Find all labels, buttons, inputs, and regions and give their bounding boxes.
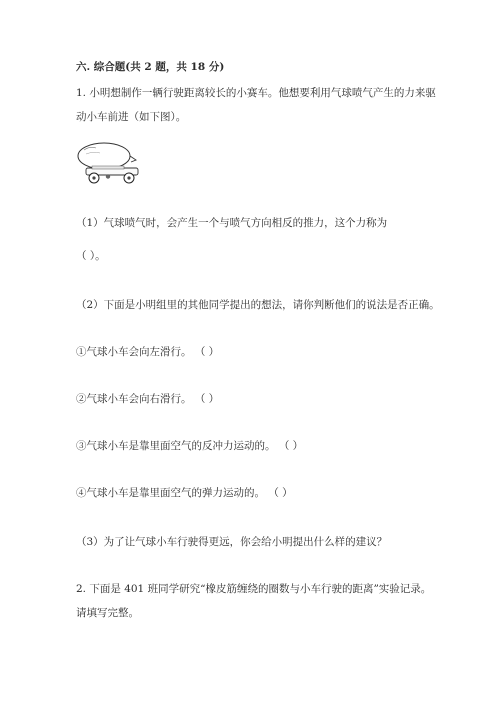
q2-line1: 2. 下面是 401 班同学研究“橡皮筋缠绕的圈数与小车行驶的距离”实验记录。 (76, 583, 432, 595)
balloon-car-icon (74, 136, 144, 190)
q1-part1-answer-blank: （ ）。 (76, 250, 106, 262)
q1-part1-line1: （1）气球喷气时，会产生一个与喷气方向相反的推力，这个力称为 (76, 217, 388, 229)
statement-2: ②气球小车会向右滑行。 （ ） (76, 393, 220, 405)
section-heading: 六. 综合题(共 2 题，共 18 分) (76, 61, 225, 73)
q1-stem-line2: 动小车前进（如下图）。 (76, 111, 187, 123)
q1-stem-line1: 1. 小明想制作一辆行驶距离较长的小赛车。他想要利用气球喷气产生的力来驱 (76, 87, 436, 99)
q2-line2: 请填写完整。 (76, 607, 139, 619)
statement-4: ④气球小车是靠里面空气的弹力运动的。 （ ） (76, 487, 293, 499)
q1-part3: （3）为了让气球小车行驶得更远，你会给小明提出什么样的建议？ (76, 536, 388, 548)
q1-part2-intro: （2）下面是小明组里的其他同学提出的想法，请你判断他们的说法是否正确。 (76, 299, 440, 311)
balloon-shape (78, 143, 130, 169)
statement-3: ③气球小车是靠里面空气的反冲力运动的。 （ ） (76, 440, 304, 452)
statement-1: ①气球小车会向左滑行。 （ ） (76, 346, 220, 358)
